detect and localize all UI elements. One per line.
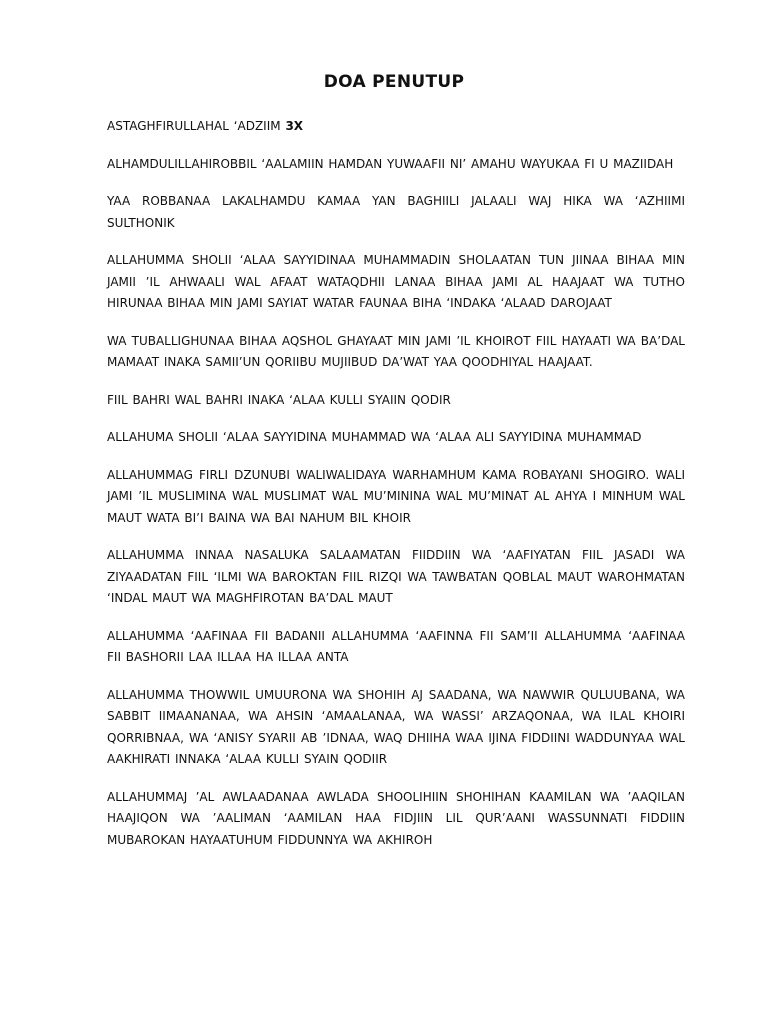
paragraph-11: ALLAHUMMA THOWWIL UMUURONA WA SHOHIH AJ SAADANA, WA NAWWIR QULUUBANA, WA SABBIT IIMAANANAA, WA AHSIN ‘AMAALANAA, WA WASSI’ ARZAQONAA, WA ILAL KHOIRI QORRIBNAA, WA ‘ANISY SYARII AB ’IDNAA, WAQ DHIIHA WAA IJINA FIDDIINI WADDUNYAA WAL AAKHIRATI INNAKA ‘ALAA KULLI SYAIN QODIIR: [107, 687, 685, 766]
paragraph-6: FIIL BAHRI WAL BAHRI INAKA ‘ALAA KULLI SYAIIN QODIR: [107, 392, 451, 407]
paragraph-12: ALLAHUMMAJ ’AL AWLAADANAA AWLADA SHOOLIHIIN SHOHIHAN KAAMILAN WA ’AAQILAN HAAJIQON WA ’AALIMAN ‘AAMILAN HAA FIDJIIN LIL QUR’AANI WASSUNNATI FIDDIIN MUBAROKAN HAYAATUHUM FIDDUNNYA WA AKHIROH: [107, 789, 685, 847]
paragraph-3: YAA ROBBANAA LAKALHAMDU KAMAA YAN BAGHIILI JALAALI WAJ HIKA WA ‘AZHIIMI SULTHONIK: [107, 194, 685, 230]
paragraph-2: ALHAMDULILLAHIROBBIL ‘AALAMIIN HAMDAN YUWAAFII NI’ AMAHU WAYUKAA FI U MAZIIDAH: [107, 156, 674, 171]
paragraph-7: ALLAHUMA SHOLII ‘ALAA SAYYIDINA MUHAMMAD WA ‘ALAA ALI SAYYIDINA MUHAMMAD: [107, 430, 642, 444]
paragraph-9: ALLAHUMMA INNAA NASALUKA SALAAMATAN FIIDDIIN WA ‘AAFIYATAN FIIL JASADI WA ZIYAADATAN FIIL ‘ILMI WA BAROKTAN FIIL RIZQI WA TAWBATAN QOBLAL MAUT WAROHMATAN ‘INDAL MAUT WA MAGHFIROTAN BA’DAL MAUT: [107, 548, 685, 605]
paragraph-10: ALLAHUMMA ‘AAFINAA FII BADANII ALLAHUMMA ‘AAFINNA FII SAM’II ALLAHUMMA ‘AAFINAA FII BASHORII LAA ILLAA HA ILLAA ANTA: [107, 628, 685, 664]
paragraph-8: ALLAHUMMAG FIRLI DZUNUBI WALIWALIDAYA WARHAMHUM KAMA ROBAYANI SHOGIRO. WALI JAMI ’IL MUSLIMINA WAL MUSLIMAT WAL MU’MININA WAL MU’MINAT AL AHYA I MINHUM WAL MAUT WATA BI’I BAINA WA BAI NAHUM BIL KHOIR: [107, 467, 685, 525]
page-title: DOA PENUTUP: [323, 72, 465, 92]
paragraph-1: [107, 116, 685, 138]
paragraph-5: WA TUBALLIGHUNAA BIHAA AQSHOL GHAYAAT MIN JAMI ’IL KHOIROT FIIL HAYAATI WA BA’DAL MAMAAT INAKA SAMII’UN QORIIBU MUJIIBUD DA’WAT YAA QOODHIYAL HAAJAAT.: [107, 333, 685, 369]
paragraph-4: ALLAHUMMA SHOLII ‘ALAA SAYYIDINAA MUHAMMADIN SHOLAATAN TUN JIINAA BIHAA MIN JAMII ’IL AHWAALI WAL AFAAT WATAQDHII LANAA BIHAA JAMI AL HAAJAAT WA TUTHO HIRUNAA BIHAA MIN JAMI SAYIAT WATAR FAUNAA BIHA ‘INDAKA ‘ALAAD DAROJAAT: [107, 253, 685, 310]
paragraph-1-text: ASTAGHFIRULLAHAL ‘ADZIIM: [107, 119, 286, 133]
prayer-text-body: [107, 116, 685, 867]
paragraph-1-repeat-count: 3X: [285, 119, 304, 133]
